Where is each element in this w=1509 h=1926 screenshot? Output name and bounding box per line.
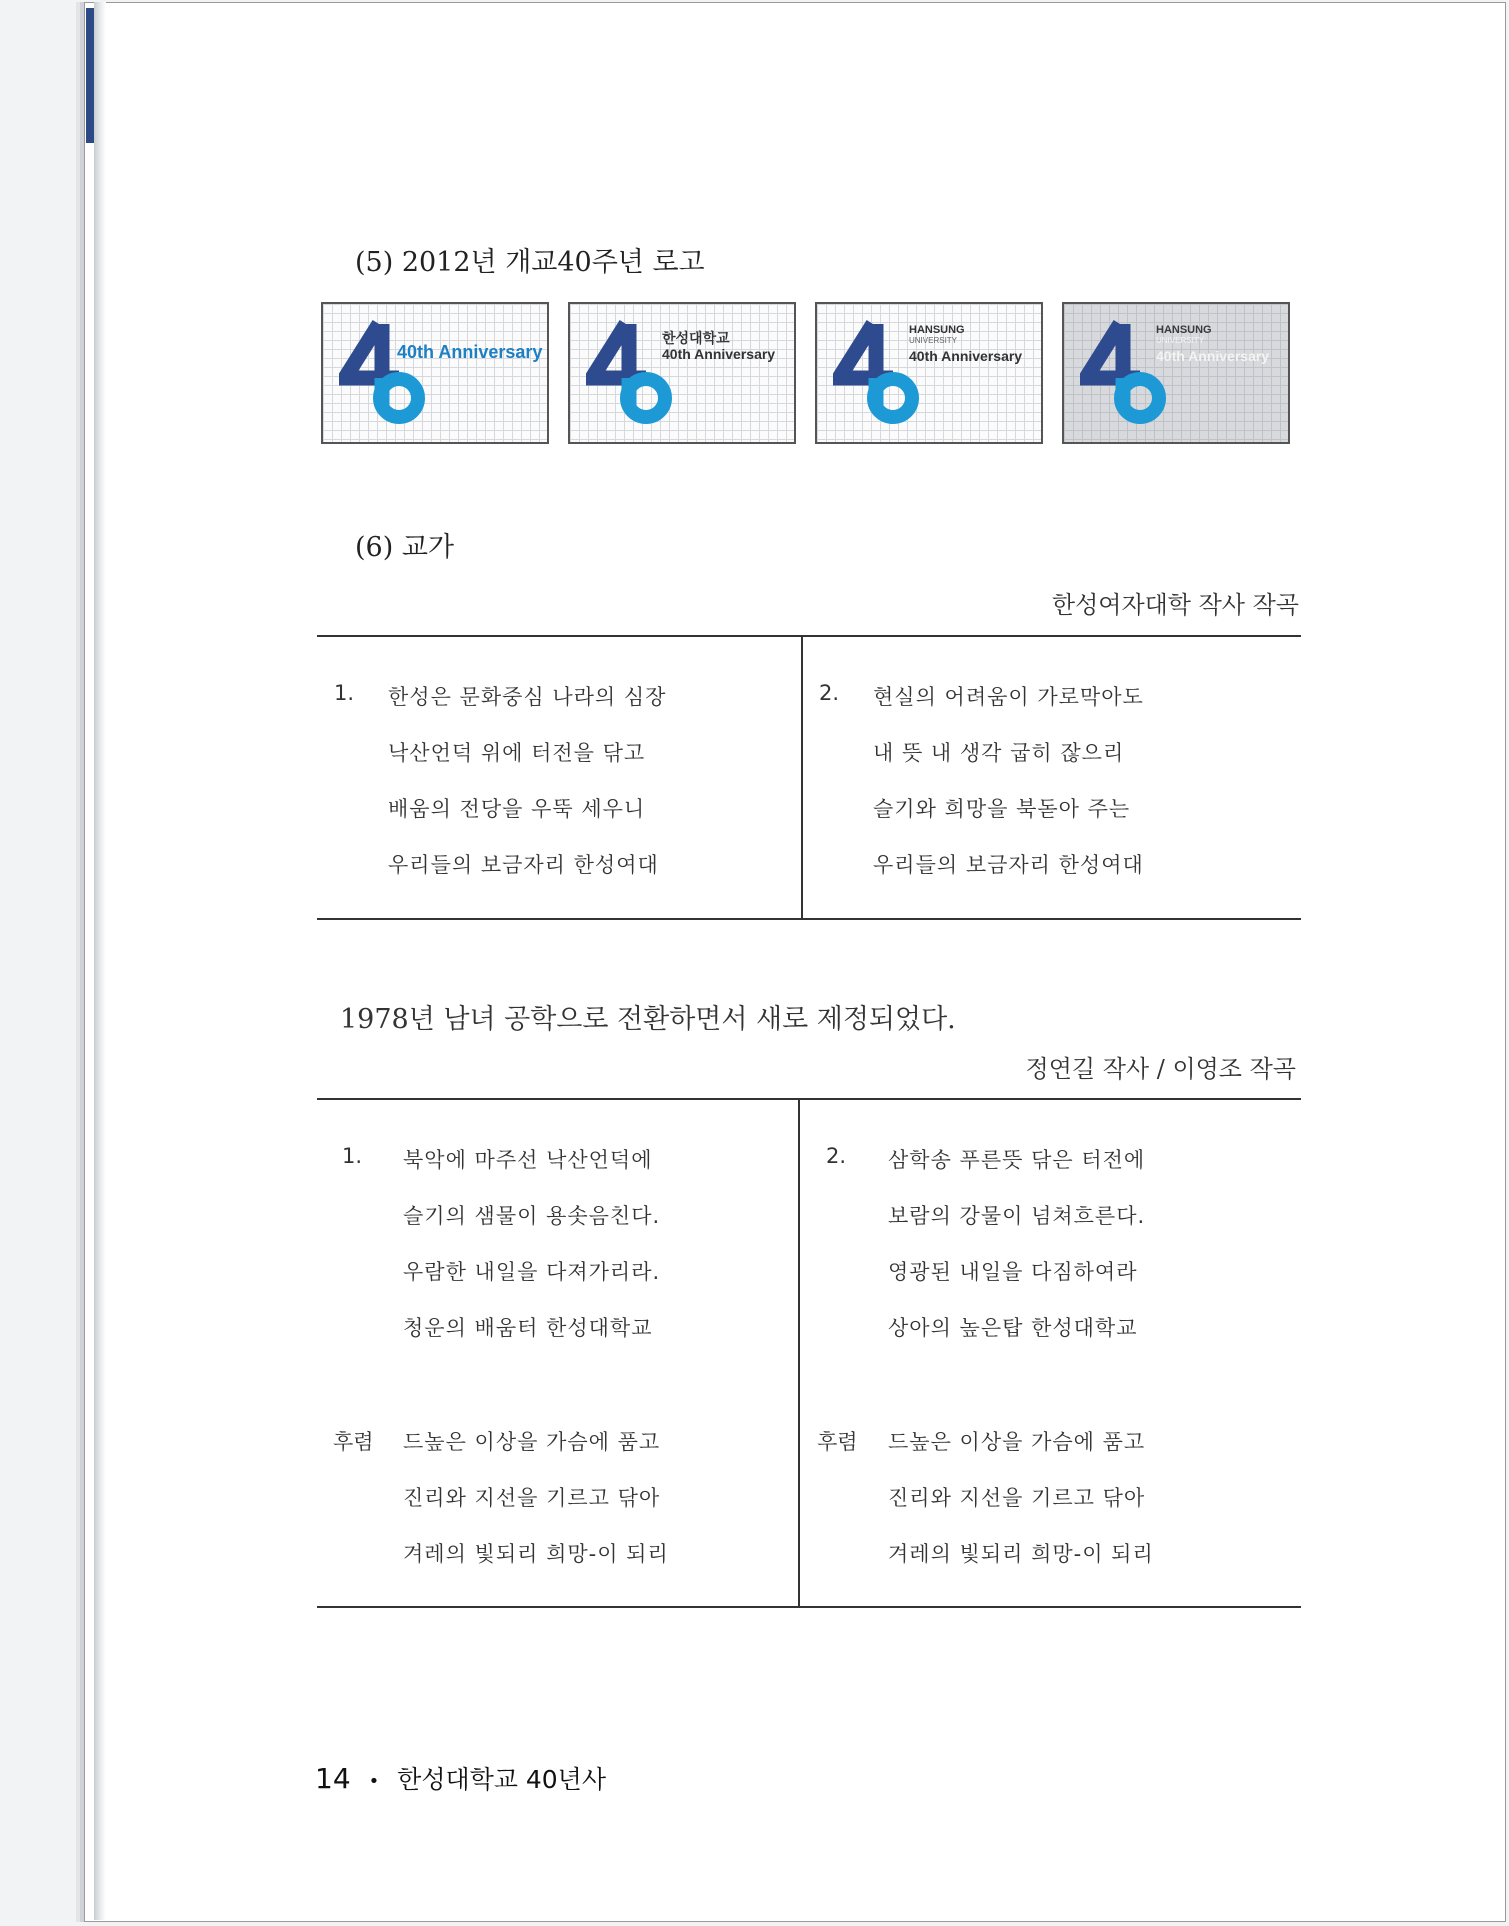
logo-text-line2: UNIVERSITY [909,336,958,345]
song1-verse1-line: 한성은 문화중심 나라의 심장 [388,685,667,709]
song2-verse2-line: 영광된 내일을 다짐하여라 [888,1260,1138,1284]
song1-top-rule [317,635,1301,637]
song1-verse2-number: 2. [819,681,840,705]
song2-verse2-line: 상아의 높은탑 한성대학교 [888,1316,1138,1340]
page-footer [315,1760,606,1796]
page [84,2,1506,1922]
song1-verse2-line: 내 뜻 내 생각 굽히 잖으리 [873,741,1125,765]
logo-variant-2 [568,302,796,444]
logo-text-line1: HANSUNG [1156,324,1212,336]
song1-credit: 한성여자대학 작사 작곡 [1051,591,1299,619]
song2-verse1-line: 슬기의 샘물이 용솟음친다. [403,1204,661,1228]
song1-bottom-rule [317,918,1301,920]
song2-chorus2-line: 드높은 이상을 가슴에 품고 [888,1430,1146,1454]
song2-chorus1-line: 겨레의 빛되리 희망-이 되리 [403,1542,669,1566]
logo-text-line2: UNIVERSITY [1156,336,1205,345]
song2-chorus2-line: 진리와 지선을 기르고 닦아 [888,1486,1146,1510]
song2-column-divider [798,1099,800,1607]
logo-text-line1: 40th Anniversary [397,342,543,362]
song2-top-rule [317,1098,1301,1100]
section6-heading: (6) 교가 [355,532,454,563]
page-edge-tab [86,8,94,143]
song2-verse1-line: 우람한 내일을 다져가리라. [403,1260,661,1284]
song2-verse1-line: 청운의 배움터 한성대학교 [403,1316,653,1340]
song2-verse2-line: 삼학송 푸른뜻 닦은 터전에 [888,1148,1146,1172]
song1-column-divider [801,636,803,919]
logo-text-line3: 40th Anniversary [1156,348,1270,364]
anthem-note: 1978년 남녀 공학으로 전환하면서 새로 제정되었다. [340,1004,956,1035]
song2-credit: 정연길 작사 / 이영조 작곡 [1025,1055,1296,1083]
song2-chorus2-label: 후렴 [817,1430,858,1454]
song1-verse2-line: 슬기와 희망을 북돋아 주는 [873,797,1131,821]
logo-text-line2: 40th Anniversary [662,346,776,362]
song1-verse1-line: 우리들의 보금자리 한성여대 [388,853,659,877]
forty-logo-icon [339,318,429,430]
song2-chorus1-line: 진리와 지선을 기르고 닦아 [403,1486,661,1510]
page-spine [94,2,106,1920]
song2-verse2-line: 보람의 강물이 넘쳐흐른다. [888,1204,1146,1228]
song2-chorus1-label: 후렴 [333,1430,374,1454]
logo-text-line3: 40th Anniversary [909,348,1023,364]
song2-verse1-line: 북악에 마주선 낙산언덕에 [403,1148,653,1172]
logo-text-line1: 한성대학교 [662,330,730,346]
song1-verse1-line: 배움의 전당을 우뚝 세우니 [388,797,646,821]
song1-verse2-line: 우리들의 보금자리 한성여대 [873,853,1144,877]
song1-verse1-line: 낙산언덕 위에 터전을 닦고 [388,741,646,765]
section5-heading: (5) 2012년 개교40주년 로고 [355,247,705,278]
song2-verse2-number: 2. [826,1144,847,1168]
song1-verse2-line: 현실의 어려움이 가로막아도 [873,685,1144,709]
logo-variant-4 [1062,302,1290,444]
song2-chorus1-line: 드높은 이상을 가슴에 품고 [403,1430,661,1454]
song1-verse1-number: 1. [334,681,355,705]
song2-verse1-number: 1. [342,1144,363,1168]
song2-chorus2-line: 겨레의 빛되리 희망-이 되리 [888,1542,1154,1566]
logo-variant-1 [321,302,549,444]
logo-text-line1: HANSUNG [909,324,965,336]
song2-bottom-rule [317,1606,1301,1608]
logo-variant-3 [815,302,1043,444]
footer-separator: • [368,1770,380,1792]
book-title: 한성대학교 40년사 [397,1765,606,1794]
page-number: 14 [315,1762,351,1795]
